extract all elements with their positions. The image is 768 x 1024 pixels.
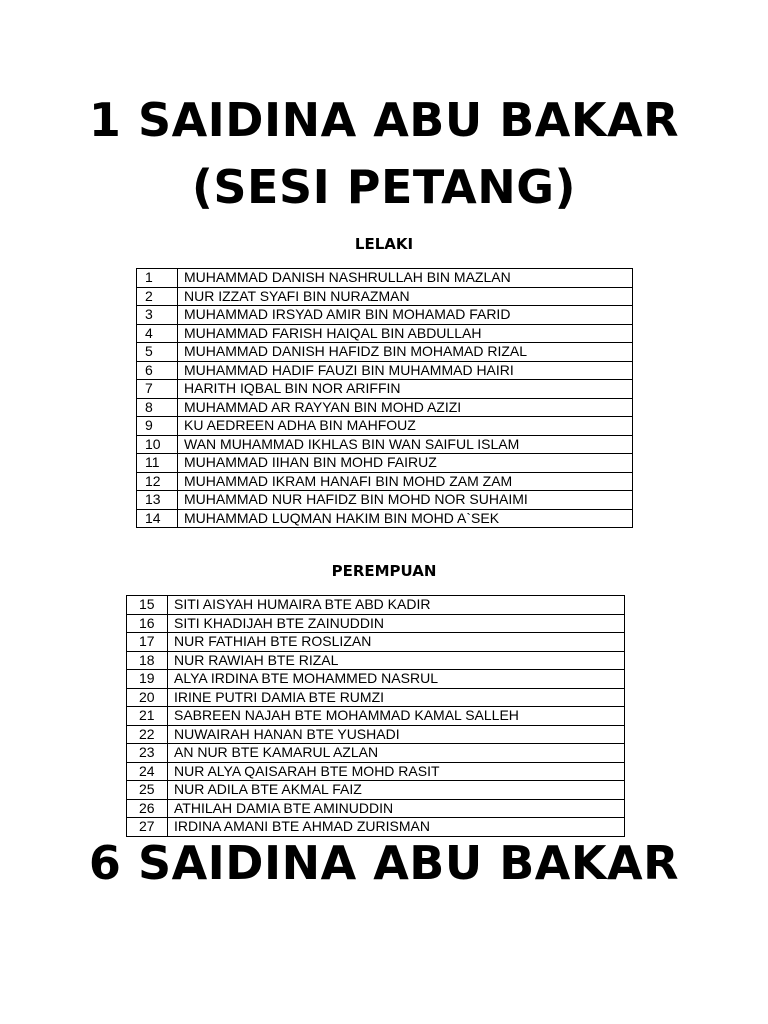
student-name: HARITH IQBAL BIN NOR ARIFFIN (178, 380, 633, 399)
row-number: 17 (127, 633, 168, 652)
student-name: SITI KHADIJAH BTE ZAINUDDIN (168, 614, 625, 633)
row-number: 19 (127, 670, 168, 689)
next-class-title: 6 SAIDINA ABU BAKAR (88, 836, 680, 890)
roster-body-lelaki (137, 269, 633, 528)
row-number: 22 (127, 725, 168, 744)
row-number: 3 (137, 306, 178, 325)
table-row (137, 454, 633, 473)
student-name: KU AEDREEN ADHA BIN MAHFOUZ (178, 417, 633, 436)
table-row (127, 725, 625, 744)
table-row (137, 435, 633, 454)
row-number: 16 (127, 614, 168, 633)
student-name: MUHAMMAD LUQMAN HAKIM BIN MOHD A`SEK (178, 509, 633, 528)
row-number: 26 (127, 799, 168, 818)
table-row (127, 651, 625, 670)
row-number: 8 (137, 398, 178, 417)
row-number: 14 (137, 509, 178, 528)
row-number: 25 (127, 781, 168, 800)
table-row (137, 269, 633, 288)
table-row (127, 818, 625, 837)
table-row (137, 491, 633, 510)
row-number: 6 (137, 361, 178, 380)
table-row (137, 287, 633, 306)
row-number: 11 (137, 454, 178, 473)
student-name: IRINE PUTRI DAMIA BTE RUMZI (168, 688, 625, 707)
table-row (137, 324, 633, 343)
row-number: 20 (127, 688, 168, 707)
section-label-perempuan: PEREMPUAN (331, 562, 437, 580)
table-row (137, 509, 633, 528)
table-row (127, 688, 625, 707)
student-name: NUWAIRAH HANAN BTE YUSHADI (168, 725, 625, 744)
table-row (127, 707, 625, 726)
student-name: NUR ALYA QAISARAH BTE MOHD RASIT (168, 762, 625, 781)
table-row (127, 762, 625, 781)
student-name: MUHAMMAD IRSYAD AMIR BIN MOHAMAD FARID (178, 306, 633, 325)
student-name: SABREEN NAJAH BTE MOHAMMAD KAMAL SALLEH (168, 707, 625, 726)
roster-table-lelaki (136, 268, 633, 528)
table-row (137, 380, 633, 399)
table-row (127, 799, 625, 818)
roster-table-perempuan (126, 595, 625, 837)
table-row (137, 417, 633, 436)
row-number: 27 (127, 818, 168, 837)
session-subtitle: (SESI PETANG) (191, 160, 577, 214)
student-name: MUHAMMAD DANISH NASHRULLAH BIN MAZLAN (178, 269, 633, 288)
row-number: 7 (137, 380, 178, 399)
table-row (137, 343, 633, 362)
row-number: 1 (137, 269, 178, 288)
row-number: 4 (137, 324, 178, 343)
student-name: ATHILAH DAMIA BTE AMINUDDIN (168, 799, 625, 818)
table-row (127, 781, 625, 800)
row-number: 2 (137, 287, 178, 306)
student-name: NUR IZZAT SYAFI BIN NURAZMAN (178, 287, 633, 306)
student-name: MUHAMMAD AR RAYYAN BIN MOHD AZIZI (178, 398, 633, 417)
row-number: 12 (137, 472, 178, 491)
row-number: 10 (137, 435, 178, 454)
table-row (127, 670, 625, 689)
student-name: NUR FATHIAH BTE ROSLIZAN (168, 633, 625, 652)
table-row (127, 633, 625, 652)
row-number: 15 (127, 596, 168, 615)
student-name: NUR RAWIAH BTE RIZAL (168, 651, 625, 670)
student-name: MUHAMMAD IIHAN BIN MOHD FAIRUZ (178, 454, 633, 473)
student-name: MUHAMMAD HADIF FAUZI BIN MUHAMMAD HAIRI (178, 361, 633, 380)
student-name: NUR ADILA BTE AKMAL FAIZ (168, 781, 625, 800)
student-name: MUHAMMAD DANISH HAFIDZ BIN MOHAMAD RIZAL (178, 343, 633, 362)
student-name: SITI AISYAH HUMAIRA BTE ABD KADIR (168, 596, 625, 615)
row-number: 18 (127, 651, 168, 670)
row-number: 13 (137, 491, 178, 510)
student-name: IRDINA AMANI BTE AHMAD ZURISMAN (168, 818, 625, 837)
section-label-lelaki: LELAKI (354, 235, 414, 253)
row-number: 9 (137, 417, 178, 436)
student-name: MUHAMMAD IKRAM HANAFI BIN MOHD ZAM ZAM (178, 472, 633, 491)
class-title: 1 SAIDINA ABU BAKAR (88, 93, 680, 147)
table-row (137, 361, 633, 380)
row-number: 23 (127, 744, 168, 763)
table-row (127, 744, 625, 763)
row-number: 5 (137, 343, 178, 362)
row-number: 24 (127, 762, 168, 781)
table-row (137, 398, 633, 417)
student-name: MUHAMMAD NUR HAFIDZ BIN MOHD NOR SUHAIMI (178, 491, 633, 510)
student-name: ALYA IRDINA BTE MOHAMMED NASRUL (168, 670, 625, 689)
student-name: AN NUR BTE KAMARUL AZLAN (168, 744, 625, 763)
table-row (137, 306, 633, 325)
table-row (127, 596, 625, 615)
table-row (137, 472, 633, 491)
student-name: MUHAMMAD FARISH HAIQAL BIN ABDULLAH (178, 324, 633, 343)
table-row (127, 614, 625, 633)
row-number: 21 (127, 707, 168, 726)
student-name: WAN MUHAMMAD IKHLAS BIN WAN SAIFUL ISLAM (178, 435, 633, 454)
roster-body-perempuan (127, 596, 625, 837)
